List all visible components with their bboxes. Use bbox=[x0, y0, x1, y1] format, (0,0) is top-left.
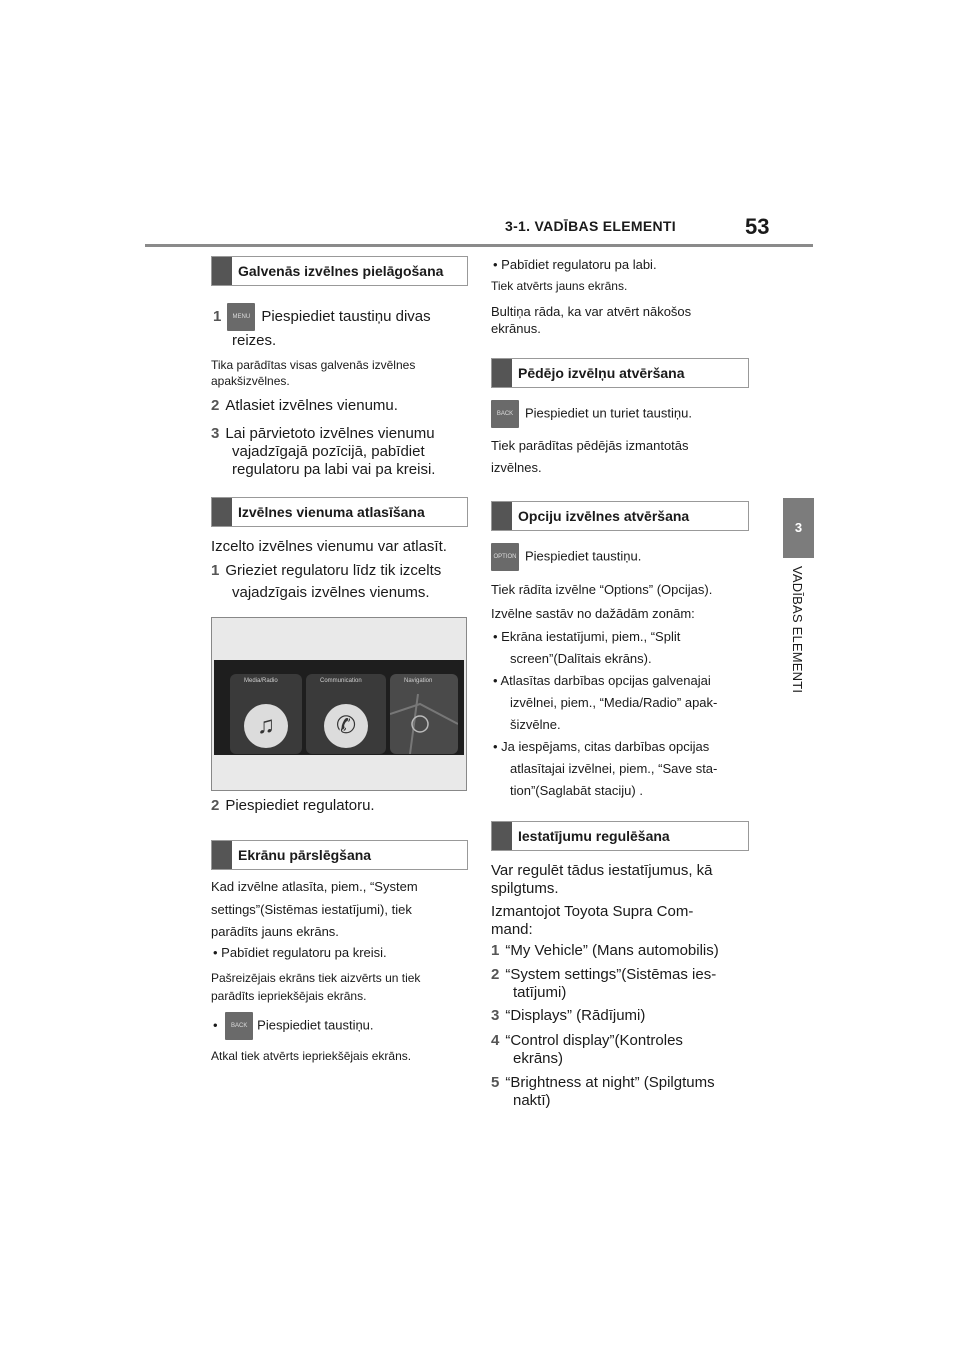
step-3 bbox=[211, 424, 435, 444]
step-text: Lai pārvietoto izvēlnes vienumu bbox=[225, 425, 435, 442]
step-number: 2 bbox=[211, 797, 220, 814]
section-title: Izvēlnes vienuma atlasīšana bbox=[238, 504, 425, 520]
step-r4 bbox=[491, 1031, 683, 1051]
step-text: Piespiediet regulatoru. bbox=[225, 797, 375, 814]
paragraph: Izmantojot Toyota Supra Com- bbox=[491, 903, 694, 920]
step-number: 2 bbox=[211, 397, 220, 414]
step-line: naktī) bbox=[513, 1092, 551, 1109]
phone-icon: ✆ bbox=[324, 704, 368, 748]
paragraph: settings”(Sistēmas iestatījumi), tiek bbox=[211, 902, 412, 917]
paragraph: parādīts jauns ekrāns. bbox=[211, 924, 339, 939]
music-note-icon: ♫ bbox=[244, 704, 288, 748]
note: Atkal tiek atvērts iepriekšējais ekrāns. bbox=[211, 1049, 412, 1063]
step-text: “My Vehicle” (Mans automobilis) bbox=[505, 942, 719, 959]
instruction-text: Piespiediet taustiņu. bbox=[525, 548, 642, 564]
section-settings-adjust bbox=[491, 821, 749, 851]
step-1-cont: reizes. bbox=[232, 332, 277, 349]
display-screen bbox=[214, 660, 464, 755]
card-label: Navigation bbox=[404, 678, 433, 684]
step-line: vajadzīgais izvēlnes vienums. bbox=[232, 584, 430, 601]
bullet-text: Atlasītas darbības opcijas galvenajai bbox=[500, 673, 711, 688]
paragraph: Kad izvēlne atlasīta, piem., “System bbox=[211, 879, 418, 894]
step-text: Piespiediet taustiņu divas bbox=[261, 307, 431, 325]
option-button-icon: OPTION bbox=[491, 543, 519, 571]
section-marker bbox=[212, 841, 232, 869]
step-number: 1 bbox=[491, 942, 500, 959]
bullet: • Ekrāna iestatījumi, piem., “Split bbox=[493, 629, 681, 644]
bullet: • Ja iespējams, citas darbības opcijas bbox=[493, 739, 710, 754]
note: Pašreizējais ekrāns tiek aizvērts un tiek bbox=[211, 971, 421, 985]
menu-card-media bbox=[230, 674, 302, 754]
section-marker bbox=[212, 498, 232, 526]
instruction bbox=[491, 400, 692, 428]
step-2 bbox=[211, 396, 398, 416]
step-r1 bbox=[491, 941, 719, 961]
paragraph: izvēlnes. bbox=[491, 460, 542, 475]
step-r3 bbox=[491, 1006, 645, 1026]
step-number: 1 bbox=[211, 562, 220, 579]
step-number: 1 bbox=[213, 307, 222, 325]
card-label: Communication bbox=[320, 678, 362, 684]
map-icon bbox=[390, 674, 458, 754]
bullet-text: Ja iespējams, citas darbības opcijas bbox=[501, 739, 710, 754]
step-number: 3 bbox=[211, 425, 220, 442]
step-1 bbox=[213, 303, 431, 331]
step-line: ekrāns) bbox=[513, 1050, 564, 1067]
step-1b bbox=[211, 561, 441, 581]
note: Tika parādītas visas galvenās izvēlnes bbox=[211, 358, 416, 372]
step-r5 bbox=[491, 1073, 715, 1093]
section-title: Pēdējo izvēlņu atvēršana bbox=[518, 365, 685, 381]
bullet-cont: tion”(Saglabāt staciju) . bbox=[510, 783, 643, 798]
step-3-line: regulatoru pa labi vai pa kreisi. bbox=[232, 461, 436, 478]
step-text: “Displays” (Rādījumi) bbox=[505, 1007, 646, 1024]
page-number: 53 bbox=[745, 214, 770, 239]
section-title: Opciju izvēlnes atvēršana bbox=[518, 508, 690, 524]
chapter-tab-label: VADĪBAS ELEMENTI bbox=[790, 566, 805, 694]
step-text: “Brightness at night” (Spilgtums bbox=[505, 1074, 715, 1091]
step-text: “System settings”(Sistēmas ies- bbox=[505, 966, 717, 983]
step-number: 3 bbox=[491, 1007, 500, 1024]
bullet-cont: atlasītajai izvēlnei, piem., “Save sta- bbox=[510, 761, 718, 776]
bullet: • Atlasītas darbības opcijas galvenajai bbox=[493, 673, 711, 688]
back-button-icon: BACK bbox=[491, 400, 519, 428]
note: apakšizvēlnes. bbox=[211, 374, 290, 388]
step-r2 bbox=[491, 965, 716, 985]
menu-button-icon: MENU bbox=[227, 303, 255, 331]
step-3-line: vajadzīgajā pozīcijā, pabīdiet bbox=[232, 443, 425, 460]
instruction-text: Piespiediet un turiet taustiņu. bbox=[525, 405, 692, 421]
section-marker bbox=[212, 257, 232, 285]
paragraph: Tiek rādīta izvēlne “Options” (Opcijas). bbox=[491, 582, 713, 597]
menu-card-navigation bbox=[390, 674, 458, 754]
section-marker bbox=[492, 822, 512, 850]
chapter-tab: 3 bbox=[783, 498, 814, 558]
section-main-menu-customize bbox=[211, 256, 468, 286]
step-text: Atlasiet izvēlnes vienumu. bbox=[225, 397, 398, 414]
bullet: • Pabīdiet regulatoru pa kreisi. bbox=[213, 945, 387, 960]
section-options-menu bbox=[491, 501, 749, 531]
note: ekrānus. bbox=[491, 321, 541, 336]
back-button-icon: BACK bbox=[225, 1012, 253, 1040]
menu-card-communication bbox=[306, 674, 386, 754]
step-number: 4 bbox=[491, 1032, 500, 1049]
step-2b bbox=[211, 796, 375, 816]
section-marker bbox=[492, 502, 512, 530]
step-number: 5 bbox=[491, 1074, 500, 1091]
card-label: Media/Radio bbox=[244, 678, 278, 684]
paragraph: Izvēlne sastāv no dažādām zonām: bbox=[491, 606, 695, 621]
paragraph: Tiek parādītas pēdējās izmantotās bbox=[491, 438, 689, 453]
note: Bultiņa rāda, ka var atvērt nākošos bbox=[491, 304, 692, 319]
note: parādīts iepriekšējais ekrāns. bbox=[211, 989, 367, 1003]
running-header: 3-1. VADĪBAS ELEMENTI bbox=[505, 218, 676, 234]
step-number: 2 bbox=[491, 966, 500, 983]
section-title: Ekrānu pārslēgšana bbox=[238, 847, 372, 863]
instruction bbox=[491, 543, 641, 571]
bullet: • BACK Piespiediet taustiņu. bbox=[213, 1012, 374, 1040]
bullet-text: Pabīdiet regulatoru pa kreisi. bbox=[221, 945, 387, 960]
step-text: Grieziet regulatoru līdz tik izcelts bbox=[225, 562, 442, 579]
bullet-text: Ekrāna iestatījumi, piem., “Split bbox=[501, 629, 681, 644]
paragraph: mand: bbox=[491, 921, 533, 938]
step-text: “Control display”(Kontroles bbox=[505, 1032, 683, 1049]
section-marker bbox=[492, 359, 512, 387]
header-rule bbox=[145, 244, 813, 247]
section-item-select bbox=[211, 497, 468, 527]
bullet-cont: screen”(Dalītais ekrāns). bbox=[510, 651, 652, 666]
bullet-cont: šizvēlne. bbox=[510, 717, 561, 732]
bullet-cont: izvēlnei, piem., “Media/Radio” apak- bbox=[510, 695, 718, 710]
bullet-text: Piespiediet taustiņu. bbox=[257, 1017, 374, 1033]
section-recent-menus bbox=[491, 358, 749, 388]
paragraph: Izcelto izvēlnes vienumu var atlasīt. bbox=[211, 538, 447, 555]
section-title: Iestatījumu regulēšana bbox=[518, 828, 670, 844]
bullet-text: Pabīdiet regulatoru pa labi. bbox=[501, 257, 657, 272]
section-screen-switch bbox=[211, 840, 468, 870]
screen-illustration bbox=[211, 617, 467, 791]
step-line: tatījumi) bbox=[513, 984, 567, 1001]
note: Tiek atvērts jauns ekrāns. bbox=[491, 279, 628, 293]
paragraph: spilgtums. bbox=[491, 880, 559, 897]
bullet: • Pabīdiet regulatoru pa labi. bbox=[493, 257, 657, 272]
paragraph: Var regulēt tādus iestatījumus, kā bbox=[491, 862, 713, 879]
section-title: Galvenās izvēlnes pielāgošana bbox=[238, 263, 444, 279]
